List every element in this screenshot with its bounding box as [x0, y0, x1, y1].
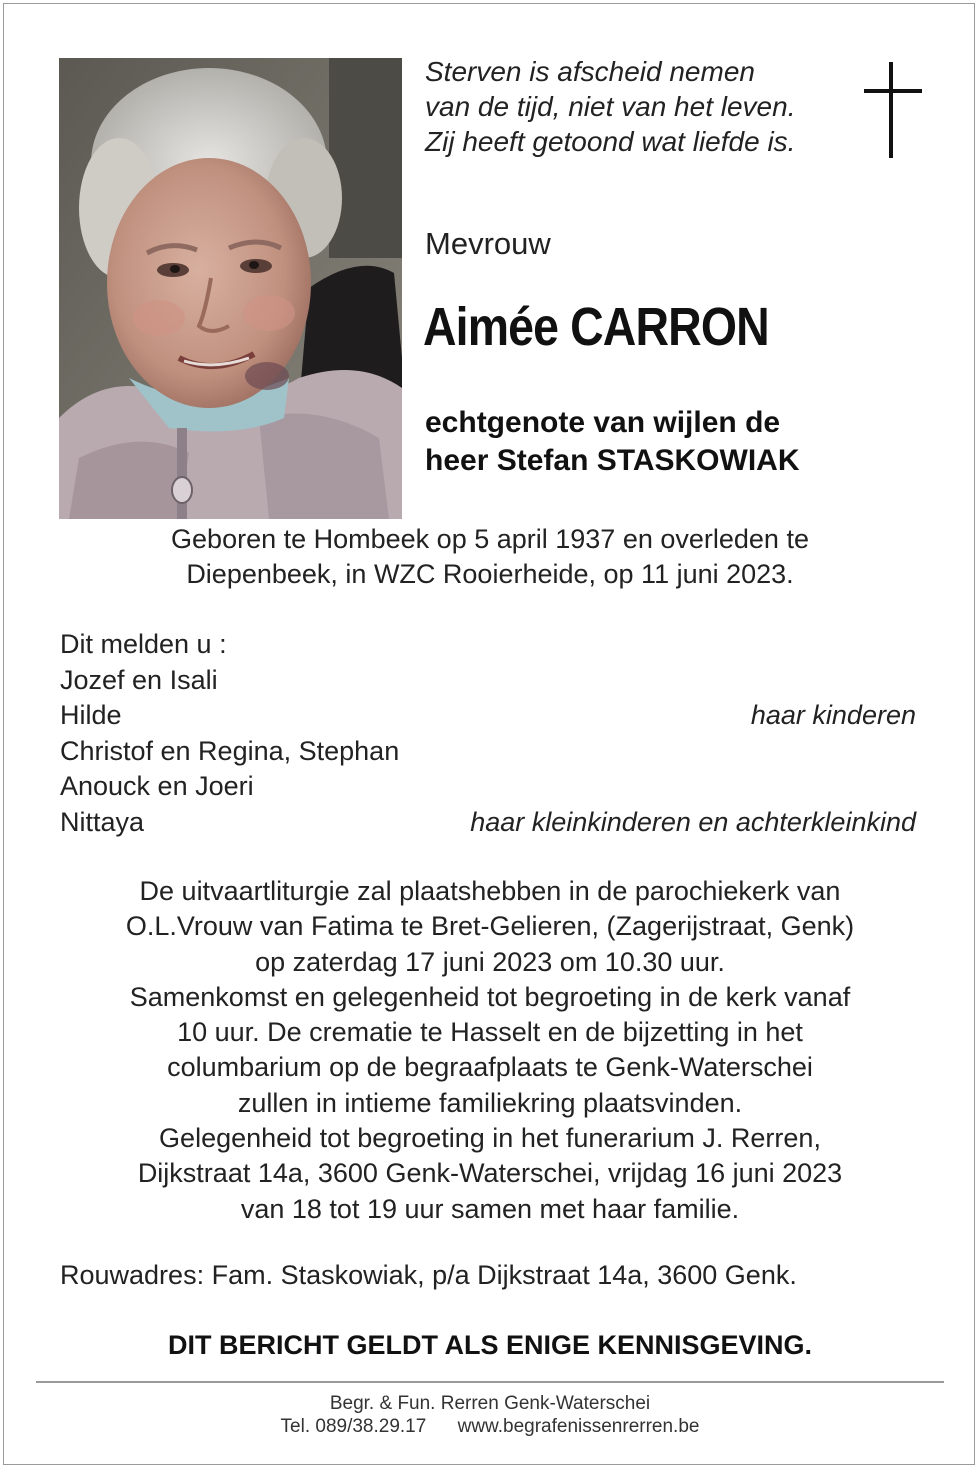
family-row [60, 734, 916, 770]
quote-line: Zij heeft getoond wat liefde is. [425, 126, 796, 157]
salutation: Mevrouw [425, 226, 551, 261]
ceremony-line: van 18 tot 19 uur samen met haar familie. [240, 1193, 740, 1224]
family-row [60, 698, 916, 734]
ceremony-line: Samenkomst en gelegenheid tot begroeting in de kerk vanaf [129, 981, 851, 1012]
mourning-address: Rouwadres: Fam. Staskowiak, p/a Dijkstraat 14a, 3600 Genk. [60, 1260, 797, 1290]
family-names: Jozef en Isali [60, 664, 218, 695]
family-relation: haar kinderen [750, 700, 916, 730]
cross-icon [864, 62, 922, 158]
portrait-photo [59, 58, 402, 519]
family-names: Anouck en Joeri [60, 771, 254, 801]
spouse-info [425, 404, 800, 480]
ceremony-line: 10 uur. De crematie te Hasselt en de bijzetting in het [177, 1017, 803, 1048]
footer-phone: Tel. 089/38.29.17 [280, 1416, 427, 1437]
ceremony-line: columbarium op de begraafplaats te Genk-Waterschei [167, 1052, 813, 1083]
ceremony-line: Gelegenheid tot begroeting in het funerarium J. Rerren, [159, 1123, 821, 1154]
spouse-line: heer Stefan STASKOWIAK [425, 444, 800, 477]
family-row [60, 769, 916, 805]
announce-intro: Dit melden u : [60, 629, 227, 659]
spouse-line: echtgenote van wijlen de [425, 406, 781, 439]
deceased-name: Aimée CARRON [423, 297, 769, 357]
footer-website[interactable]: www.begrafenissenrerren.be [457, 1416, 700, 1437]
birth-death-info [40, 522, 940, 592]
family-relation: haar kleinkinderen en achterkleinkind [470, 806, 916, 837]
quote [425, 54, 855, 159]
ceremony-line: O.L.Vrouw van Fatima te Bret-Gelieren, (Zagerijstraat, Genk) [125, 911, 855, 942]
birth-death-line: Geboren te Hombeek op 5 april 1937 en overleden te [171, 524, 809, 554]
ceremony-line: Dijkstraat 14a, 3600 Genk-Waterschei, vrijdag 16 juni 2023 [137, 1158, 843, 1189]
birth-death-line: Diepenbeek, in WZC Rooierheide, op 11 juni 2023. [186, 559, 794, 589]
divider [36, 1381, 944, 1383]
ceremony-line: zullen in intieme familiekring plaatsvinden. [237, 1087, 743, 1118]
announcers [60, 627, 916, 840]
footer-company: Begr. & Fun. Rerren Genk-Waterschei [329, 1393, 651, 1414]
footer [40, 1392, 940, 1438]
family-names: Christof en Regina, Stephan [60, 735, 400, 766]
notice: DIT BERICHT GELDT ALS ENIGE KENNISGEVING. [167, 1330, 813, 1360]
ceremony-line: De uitvaartliturgie zal plaatshebben in de parochiekerk van [139, 876, 841, 906]
quote-line: van de tijd, niet van het leven. [425, 91, 796, 122]
family-row [60, 663, 916, 699]
ceremony-info [40, 874, 940, 1227]
ceremony-line: op zaterdag 17 juni 2023 om 10.30 uur. [255, 946, 725, 977]
family-row [60, 805, 916, 841]
family-names: Hilde [60, 700, 122, 730]
quote-line: Sterven is afscheid nemen [425, 56, 755, 87]
family-names: Nittaya [60, 806, 145, 837]
